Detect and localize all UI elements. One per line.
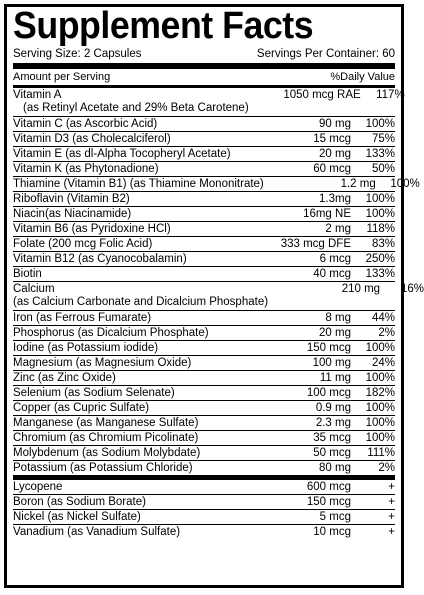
nutrient-name: Niacin(as Niacinamide) <box>13 208 132 220</box>
nutrient-daily-value: 100% <box>390 178 420 190</box>
nutrient-daily-value: 133% <box>365 148 395 160</box>
nutrient-daily-value: 182% <box>365 387 395 399</box>
nutrient-daily-value: 100% <box>365 417 395 429</box>
nutrient-daily-value: 100% <box>365 402 395 414</box>
servings-per-container: Servings Per Container: 60 <box>256 48 395 60</box>
nutrient-daily-value: 2% <box>378 327 395 339</box>
nutrient-row <box>13 222 395 237</box>
nutrient-daily-value: 250% <box>365 253 395 265</box>
nutrient-row <box>13 177 420 192</box>
nutrient-row <box>13 416 395 431</box>
nutrient-daily-value: 100% <box>365 118 395 130</box>
nutrient-row <box>13 446 395 461</box>
nutrient-name: Magnesium (as Magnesium Oxide) <box>13 357 192 369</box>
nutrient-row <box>13 386 395 401</box>
nutrient-amount: 60 mcg <box>313 163 351 175</box>
nutrient-amount: 20 mg <box>319 148 351 160</box>
nutrient-daily-value: + <box>388 481 395 493</box>
nutrient-name: Phosphorus (as Dicalcium Phosphate) <box>13 327 209 339</box>
nutrient-amount: 100 mg <box>312 357 351 369</box>
nutrient-name: Vitamin B6 (as Pyridoxine HCl) <box>13 223 171 235</box>
nutrient-name: Vitamin B12 (as Cyanocobalamin) <box>13 253 187 265</box>
nutrient-amount: 0.9 mg <box>315 402 351 414</box>
nutrient-name: Calcium <box>13 283 55 295</box>
nutrient-daily-value: 100% <box>365 372 395 384</box>
nutrient-amount: 1.2 mg <box>340 178 376 190</box>
nutrient-daily-value: 117% <box>376 89 405 101</box>
nutrient-row <box>13 341 395 356</box>
nutrient-amount: 150 mcg <box>306 496 351 508</box>
nutrient-source: (as Calcium Carbonate and Dicalcium Phosphate) <box>13 296 269 308</box>
nutrient-name: Vitamin D3 (as Cholecalciferol) <box>13 133 171 145</box>
nutrient-amount: 35 mcg <box>313 432 351 444</box>
nutrient-name: Iron (as Ferrous Fumarate) <box>13 312 152 324</box>
nutrient-row <box>13 162 395 177</box>
nutrient-daily-value: 100% <box>365 208 395 220</box>
nutrient-row <box>13 461 395 476</box>
nutrient-amount: 2.3 mg <box>315 417 351 429</box>
nutrient-row <box>13 371 395 386</box>
nutrient-name: Vanadium (as Vanadium Sulfate) <box>13 526 181 538</box>
nutrient-row <box>13 267 395 282</box>
nutrient-row <box>13 252 395 267</box>
nutrient-row <box>13 431 395 446</box>
nutrient-daily-value: 118% <box>366 223 395 235</box>
nutrient-name: Nickel (as Nickel Sulfate) <box>13 511 141 523</box>
nutrient-daily-value: + <box>388 511 395 523</box>
nutrient-row <box>13 192 395 207</box>
nutrient-name: Biotin <box>13 268 42 280</box>
serving-size: Serving Size: 2 Capsules <box>13 48 142 60</box>
nutrient-amount: 5 mcg <box>319 511 351 523</box>
nutrient-daily-value: 100% <box>365 432 395 444</box>
nutrient-row <box>13 311 395 326</box>
nutrient-row <box>13 326 395 341</box>
nutrient-row <box>13 401 395 416</box>
nutrient-name: Iodine (as Potassium iodide) <box>13 342 159 354</box>
nutrient-name: Thiamine (Vitamin B1) (as Thiamine Mononitrate) <box>13 178 264 190</box>
panel-title: Supplement Facts <box>13 5 314 47</box>
nutrient-row <box>13 207 395 222</box>
nutrient-row <box>13 495 395 510</box>
nutrient-amount: 6 mcg <box>319 253 351 265</box>
nutrient-row <box>13 356 395 371</box>
nutrient-name: Vitamin C (as Ascorbic Acid) <box>13 118 158 130</box>
nutrient-name: Manganese (as Manganese Sulfate) <box>13 417 199 429</box>
nutrient-row <box>13 88 405 117</box>
nutrient-name: Vitamin K (as Phytonadione) <box>13 163 159 175</box>
nutrient-amount: 11 mg <box>319 372 351 384</box>
nutrient-daily-value: 83% <box>371 238 395 250</box>
nutrient-daily-value: 133% <box>365 268 395 280</box>
nutrient-name: Lycopene <box>13 481 63 493</box>
nutrient-daily-value: 24% <box>371 357 395 369</box>
nutrient-daily-value: + <box>388 526 395 538</box>
nutrient-list <box>13 88 424 476</box>
nutrient-name: Zinc (as Zinc Oxide) <box>13 372 116 384</box>
nutrient-amount: 20 mg <box>319 327 351 339</box>
nutrient-amount: 150 mcg <box>306 342 351 354</box>
nutrient-name: Boron (as Sodium Borate) <box>13 496 146 508</box>
nutrient-amount: 2 mg <box>325 223 351 235</box>
nutrient-daily-value: 75% <box>371 133 395 145</box>
nutrient-amount: 1.3mg <box>319 193 351 205</box>
nutrient-daily-value: 50% <box>371 163 395 175</box>
nutrient-daily-value: + <box>388 496 395 508</box>
nutrient-amount: 10 mcg <box>313 526 351 538</box>
nutrient-row <box>13 132 395 147</box>
nutrient-amount: 80 mg <box>319 462 351 474</box>
nutrient-row <box>13 237 395 252</box>
amount-header: Amount per Serving <box>13 71 111 83</box>
nutrient-name: Selenium (as Sodium Selenate) <box>13 387 175 399</box>
nutrient-amount: 15 mcg <box>313 133 351 145</box>
nutrient-name: Riboflavin (Vitamin B2) <box>13 193 130 205</box>
nutrient-name: Chromium (as Chromium Picolinate) <box>13 432 199 444</box>
nutrient-name: Vitamin A <box>13 89 62 101</box>
nutrient-amount: 100 mcg <box>306 387 351 399</box>
nutrient-amount: 16mg NE <box>303 208 351 220</box>
nutrient-amount: 50 mcg <box>313 447 351 459</box>
nutrient-row <box>13 480 395 495</box>
nutrient-amount: 40 mcg <box>313 268 351 280</box>
nutrient-daily-value: 16% <box>401 283 424 295</box>
serving-info <box>13 47 395 61</box>
nutrient-name: Molybdenum (as Sodium Molybdate) <box>13 447 201 459</box>
nutrient-name: Copper (as Cupric Sulfate) <box>13 402 150 414</box>
nutrient-amount: 210 mg <box>341 283 381 295</box>
nutrient-daily-value: 44% <box>371 312 395 324</box>
nutrient-amount: 90 mg <box>319 118 351 130</box>
nutrient-amount: 1050 mcg RAE <box>283 89 361 101</box>
nutrient-row <box>13 525 395 539</box>
nutrient-name: Potassium (as Potassium Chloride) <box>13 462 193 474</box>
nutrient-row <box>13 147 395 162</box>
dv-header: %Daily Value <box>330 71 395 83</box>
nutrient-row <box>13 510 395 525</box>
nutrient-amount: 8 mg <box>325 312 351 324</box>
nutrient-name: Vitamin E (as dl-Alpha Tocopheryl Acetate) <box>13 148 231 160</box>
nutrient-amount: 600 mcg <box>306 481 351 493</box>
nutrient-daily-value: 100% <box>365 193 395 205</box>
nutrient-name: Folate (200 mcg Folic Acid) <box>13 238 153 250</box>
column-header <box>13 69 395 85</box>
other-ingredient-list <box>13 480 395 539</box>
supplement-facts-panel <box>4 4 424 588</box>
nutrient-row <box>13 117 395 132</box>
nutrient-daily-value: 100% <box>365 342 395 354</box>
nutrient-daily-value: 2% <box>378 462 395 474</box>
nutrient-row <box>13 282 424 311</box>
nutrient-source: (as Retinyl Acetate and 29% Beta Carotene) <box>23 102 249 114</box>
nutrient-amount: 333 mcg DFE <box>280 238 351 250</box>
nutrient-daily-value: 111% <box>367 447 395 459</box>
